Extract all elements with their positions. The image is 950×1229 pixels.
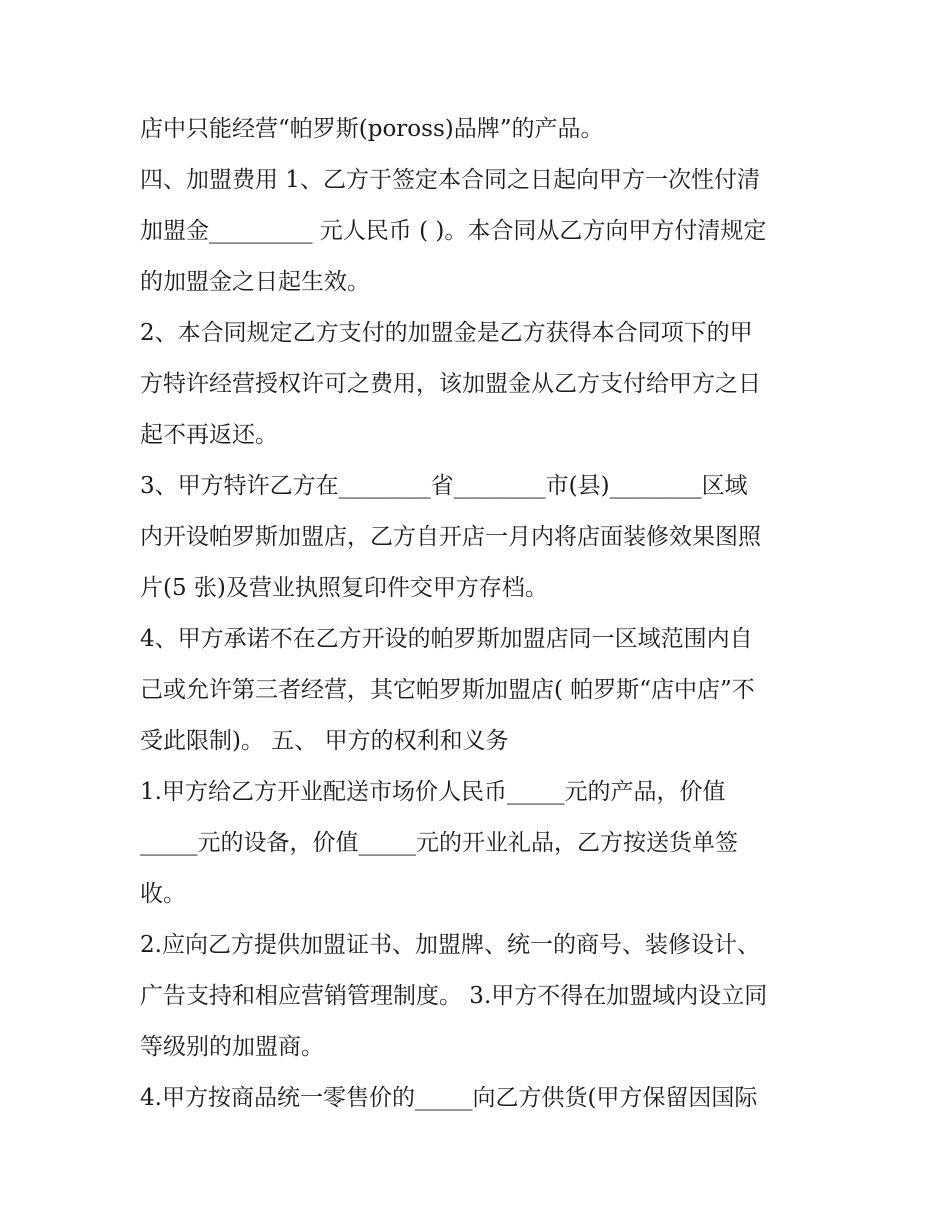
text-line: 收。 [140, 881, 186, 907]
text-line: 四、加盟费用 1、乙方于签定本合同之日起向甲方一次性付清 [140, 167, 760, 193]
text-line: 己或允许第三者经营，其它帕罗斯加盟店( 帕罗斯“店中店”不 [140, 677, 755, 703]
text-line: 加盟金_________ 元人民币 ( )。本合同从乙方向甲方付清规定 [140, 218, 767, 244]
text-line: 起不再返还。 [140, 422, 278, 448]
text-line: 等级别的加盟商。 [140, 1034, 324, 1060]
text-line: 的加盟金之日起生效。 [140, 269, 370, 295]
text-line: _____元的设备，价值_____元的开业礼品，乙方按送货单签 [140, 830, 738, 856]
text-line: 2.应向乙方提供加盟证书、加盟牌、统一的商号、装修设计、 [140, 932, 760, 958]
text-line: 方特许经营授权许可之费用，该加盟金从乙方支付给甲方之日 [140, 371, 761, 397]
text-line: 店中只能经营“帕罗斯(poross)品牌”的产品。 [140, 116, 604, 142]
text-line: 3、甲方特许乙方在________省________市(县)________区域 [140, 473, 748, 499]
text-line: 1.甲方给乙方开业配送市场价人民币_____元的产品，价值 [140, 779, 726, 805]
text-line: 片(5 张)及营业执照复印件交甲方存档。 [140, 575, 548, 601]
text-line: 受此限制)。 五、 甲方的权利和义务 [140, 728, 509, 754]
text-line: 2、本合同规定乙方支付的加盟金是乙方获得本合同项下的甲 [140, 320, 753, 346]
text-line: 4、甲方承诺不在乙方开设的帕罗斯加盟店同一区域范围内自 [140, 626, 753, 652]
text-line: 内开设帕罗斯加盟店，乙方自开店一月内将店面装修效果图照 [140, 524, 761, 550]
text-line: 广告支持和相应营销管理制度。 3.甲方不得在加盟域内设立同 [140, 983, 768, 1009]
text-line: 4.甲方按商品统一零售价的_____向乙方供货(甲方保留因国际 [140, 1085, 758, 1111]
